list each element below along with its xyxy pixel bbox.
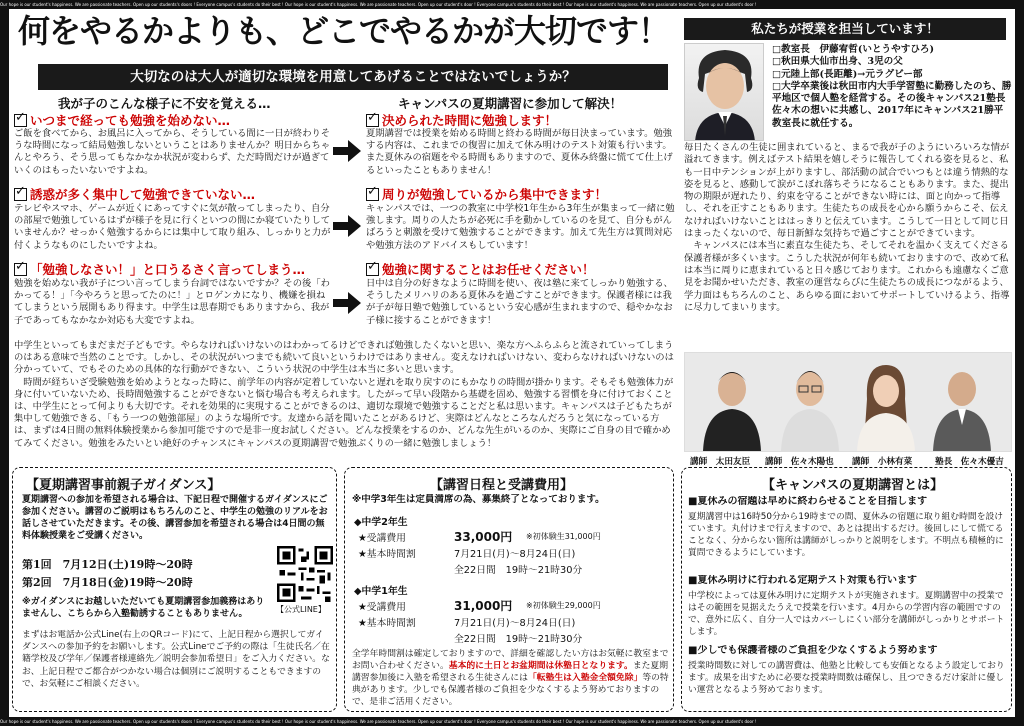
feature-head-3: ■少しでも保護者様のご負担を少なくするよう努めます <box>688 645 938 656</box>
grade1-fee: 31,000円 <box>454 599 513 613</box>
checkbox-icon <box>14 188 27 201</box>
top-slogan-strip: Our hope is our student's happiness. We are passionate teachers. Open up our students's doors ! Everyone campus's students do their best ! Our hope is our student's happiness. We are passionate teachers. Open up our student's door ! Everyone campus's students do their best ! Our hope is our student's happiness. We are passionate teachers. Open up our student's door ! <box>0 0 1024 9</box>
schedule-title: 【講習日程と受講費用】 <box>430 478 574 493</box>
staff-photo <box>853 359 919 451</box>
schedule-notice: ※中学3年生は定員満席の為、募集終了となっております。 <box>352 494 605 505</box>
problem-text-3: 勉強を始めない我が子につい言ってしまう台詞ではないですか？その後「わかってる！」「今やろうと思ってたのに！」とロゲンカになり、機嫌を損ねてしまうという展開もあり得ます。中学生は思春期でもありますから、我が子であってもなかなか対応も大変ですよね。 <box>14 278 330 326</box>
solution-text-1: 夏期講習では授業を始める時間と終わる時間が毎日決まっています。勉強する内容は、これまでの復習に加えて休み明けのテスト対策も行います。また夏休みの宿題をやる時間もありますので、夏休み終盤に慌てて仕上げるといったこともありません！ <box>366 128 673 176</box>
feature-head-1: ■夏休みの宿題は早めに終わらせることを目指します <box>688 496 928 507</box>
checkbox-icon <box>14 114 27 127</box>
checkbox-icon <box>366 263 379 276</box>
profile-line: □大学卒業後は秋田市内大手学習塾に勤務したのち、勝平地区で個人塾を経営する。その後キャンパス21塾長佐々木の想いに共感し、2017年にキャンパス21勝平教室長に就任する。 <box>772 80 1012 129</box>
staff-group-photo <box>684 352 1012 452</box>
head-teacher-portrait <box>684 43 764 141</box>
grade2-fee-note: ※初体験生31,000円 <box>526 532 601 541</box>
grade2-period-label: ★基本時間割 <box>358 549 416 560</box>
teacher-section-header: 私たちが授業を担当しています！ <box>684 18 1006 40</box>
guidance-footer: まずはお電話か公式Line(右上のQRコード)にて、上記日程から選択してガイダンスへの参加予約をお願いします。公式Lineでご予約の際は「生徒氏名／在籍学校及び学年／保護者様連絡先／説明会参加希望日」をご入力ください。なお、上記日程でご都合がつかない場合は個別にご説明することもできますので、お気軽にご相談ください。 <box>22 630 330 689</box>
problem-title-1: ✓いつまで経っても勉強を始めない… <box>14 111 230 129</box>
subheadline-bar: 大切なのは大人が適切な環境を用意してあげることではないでしょうか？ <box>38 64 668 90</box>
staff-caption: 講師 佐々木陽也 <box>765 457 834 467</box>
message-paragraph: 中学生といってもまだまだ子どもです。やらなければいけないのはわかってるけどできれば勉強したくないと思い、楽な方へふらふらと流されていってしまうのはある意味で当然のことです。しかし、その状況がいつまでも続いて良いというわけではありません。変えなければいけない、変わらなければいけないのは分かっていて、でもそのための具体的な行動ができない、こういう状況の中学生は本当に多いと思います。 時間が経ちいざ受験勉強を始めようとなった時に、前学年の内容が定着していないと遅れを取り戻すのにもかなりの時間が掛かります。そもそも勉強体力が身に付いていないため、長時間勉強することができないと悩む場合も考えられます。したがって早い段階から基礎を固め、勉強する習慣を身に付けておくことは、中学生にとって何よりも大切です。それを効果的に実現することができるのは、適切な環境で勉強することだと私は思います。キャンパスは子どもたちが集中して勉強できる、「もう一つの勉強部屋」のような場所です。友達から話を聞いたことがあるけど、実際はどんなところなんだろうと気になっている方は、まずは4日間の無料体験授業から参加可能ですので是非一度お試しください。どんな授業をするのか、どんな先生がいるのか、実際にご自身の目で確かめてみてください。勉強をみたいとい絶好のチャンスにキャンパスの夏期講習で勉強ぶくりの一緒に勉強しましょう！ <box>14 340 674 449</box>
arrow-right-icon <box>333 140 361 162</box>
staff-photo <box>777 359 843 451</box>
features-title: 【キャンパスの夏期講習とは】 <box>762 478 944 493</box>
arrow-right-icon <box>333 215 361 237</box>
grade1-period: 7月21日(月)～8月24日(日) <box>454 618 576 629</box>
solutions-column-title: キャンパスの夏期講習に参加して解決！ <box>398 96 623 111</box>
guidance-session-1: 第1回 7月12日(土)19時～20時 <box>22 559 193 571</box>
right-border-strip <box>1015 9 1024 717</box>
problem-title-2: ✓誘惑が多く集中して勉強できていない… <box>14 185 255 203</box>
guidance-title: 【夏期講習事前親子ガイダンス】 <box>26 478 221 493</box>
problem-text-2: テレビやスマホ、ゲームが近くにあってすぐに気が散ってしまったり、自分の部屋で勉強しているはずが様子を見に行くといつの間にか寝ていたりしていませんか？せっかく勉強するからには集中して取り組み、しっかりと力が付くようなものにしたいですよね。 <box>14 203 331 251</box>
feature-text-2: 中学校によっては夏休み明けに定期テストが実施されます。夏期講習中の授業ではその範囲を見据えたうえで授業を行います。4月からの学習内容の範囲ですので、意外に広く、自分一人ではカバーしにくい部分を講師がしっかりとサポートします。 <box>688 591 1005 637</box>
grade2-fee-label: ★受講費用 <box>358 533 406 544</box>
feature-text-3: 授業時間数に対しての講習費は、他塾と比較しても安価となるよう設定しております。成果を出すために必要な授業時間数は確保し、且つできるだけ家計に優しい運営となるよう努めております。 <box>688 661 1005 695</box>
problems-column-title: 我が子のこんな様子に不安を覚える… <box>58 96 271 111</box>
solution-title-3: ✓勉強に関することはお任せください！ <box>366 260 595 278</box>
staff-caption: 塾長 佐々木優吉 <box>935 457 1004 467</box>
qr-label: 【公式LINE】 <box>276 605 326 614</box>
head-teacher-profile <box>772 44 1012 130</box>
grade2-hours: 全22日間 19時～21時30分 <box>454 565 583 576</box>
feature-head-2: ■夏休み明けに行われる定期テスト対策も行います <box>688 575 918 586</box>
grade1-fee-label: ★受講費用 <box>358 602 406 613</box>
profile-line: □教室長 伊藤宥哲(いとうやすひろ) <box>772 44 935 55</box>
grade1-hours: 全22日間 19時～21時30分 <box>454 634 583 645</box>
grade2-fee: 33,000円 <box>454 530 513 544</box>
teacher-message: 毎日たくさんの生徒に囲まれていると、まるで我が子のようにいろいろな情が溢れてきます。例えばテスト結果を嬉しそうに報告してくれる姿を見ると、私も一日中テンションが上がりますし、部活動の試合でいつもとは違う情熱的な姿を見ると、感動して涙がこぼれ落ちそうになることもあります。また、提出物の期限が遅れたり、約束を守ることができない時には、面と向かって指導し、それを正すこともあります。生徒たちの成長を心から願うからこそ、伝えなければいけないことははっきりと伝えています。こうして一日として同じ日はまったくないので、毎日新鮮な気持ちで過ごすことができています。 キャンパスには本当に素直な生徒たち、そしてそれを温かく支えてくださる保護者様が多くいます。こうした状況が何年も続いておりますので、改めて私は本当に周りに恵まれていると日々感じております。これからも遠慮なくご意見をお聞かせいただき、教室の運営ならびに生徒たちの成長につながるよう、学力面はもちろんのこと、あらゆる面においてサポートしていけるよう、指導に尽力してまいります。 <box>684 142 1010 313</box>
staff-caption: 講師 太田友臣 <box>690 457 751 467</box>
solution-text-2: キャンパスでは、一つの教室に中学校1年生から3年生が集まって一緒に勉強します。周りの人たちが必死に手を動かしているのを見て、自分もがんばろうと刺激を受けて勉強することができます。加えて先生方は質問対応や勉強方法のアドバイスもしています！ <box>366 203 675 251</box>
feature-text-1: 夏期講習中は16時50分から19時までの間、夏休みの宿題に取り組む時間を設けています。丸付けまで行えますので、あとは提出するだけ。後回しにして慌てることなく、分からない箇所は講師がしっかりと説明をします。不明点も積極的に質問できるようにしています。 <box>688 512 1004 558</box>
problem-title-3: ✓「勉強しなさい！」と口うるさく言ってしまう… <box>14 260 305 278</box>
solution-text-3: 日中は自分の好きなように時間を使い、夜は塾に来てしっかり勉強する、そうしたメリハリのある夏休みを過ごすことができます。保護者様には我が子が毎日塾で勉強しているという安心感が生まれますので、穏やかなお子様に接することができます！ <box>366 278 673 326</box>
schedule-footer: 全学年時間割は確定しておりますので、詳細を確認したい方はお気軽に教室までお問い合わせください。基本的に土日とお盆期間は休塾日となります。また夏期講習参加後に入塾を希望される生徒さんには「転塾生は入塾金全額免除」等の特典があります。少しでも保護者様のご負担を少なくするよう努めておりますので、是非ご活用ください。 <box>352 649 669 707</box>
grade2-period: 7月21日(月)～8月24日(日) <box>454 549 576 560</box>
grade1-period-label: ★基本時間割 <box>358 618 416 629</box>
bottom-slogan-strip: Our hope is our student's happiness. We are passionate teachers. Open up our students's doors ! Everyone campus's students do their best ! Our hope is our student's happiness. We are passionate teachers. Open up our student's door ! Everyone campus's students do their best ! Our hope is our student's happiness. We are passionate teachers. Open up our student's door ! <box>0 717 1024 726</box>
staff-photo <box>699 359 765 451</box>
checkbox-icon <box>366 114 379 127</box>
profile-line: □元陸上部(長距離)→元ラグビー部 <box>772 68 923 80</box>
guidance-note: ※ガイダンスにお越しいただいても夏期講習参加義務はありませんし、こちらから入塾勧誘することもありません。 <box>22 597 265 619</box>
line-qr-code[interactable] <box>277 546 333 602</box>
staff-caption: 講師 小林有菜 <box>852 457 913 467</box>
arrow-right-icon <box>333 292 361 314</box>
checkbox-icon <box>14 263 27 276</box>
left-border-strip <box>0 9 9 717</box>
checkbox-icon <box>366 188 379 201</box>
solution-title-2: ✓周りが勉強しているから集中できます！ <box>366 185 607 203</box>
grade1-fee-note: ※初体験生29,000円 <box>526 601 601 610</box>
problem-text-1: ご飯を食べてから、お風呂に入ってから、そうしている間に一日が終わりそうな時間になって結局勉強しないということはありませんか？明日からちゃんとやろう、そう思ってもなかなか状況が変わらず、ただ時間だけが過ぎていくのはもったいないですよね。 <box>14 128 331 176</box>
guidance-intro: 夏期講習への参加を希望される場合は、下記日程で開催するガイダンスにご参加ください。講習のご説明はもちろんのこと、中学生の勉強のリアルをお話しさせていただきます。その後、講習参加を希望される場合は4日間の無料体験授業をご受講ください。 <box>22 495 328 541</box>
staff-photo <box>929 359 995 451</box>
guidance-session-2: 第2回 7月18日(金)19時～20時 <box>22 577 193 589</box>
profile-line: □秋田県大仙市出身、3児の父 <box>772 56 903 68</box>
solution-title-1: ✓決められた時間に勉強します！ <box>366 111 557 129</box>
headline: 何をやるかよりも、どこでやるかが大切です！ <box>18 12 670 50</box>
grade1-label: ◆中学1年生 <box>354 586 408 597</box>
grade2-label: ◆中学2年生 <box>354 517 408 528</box>
